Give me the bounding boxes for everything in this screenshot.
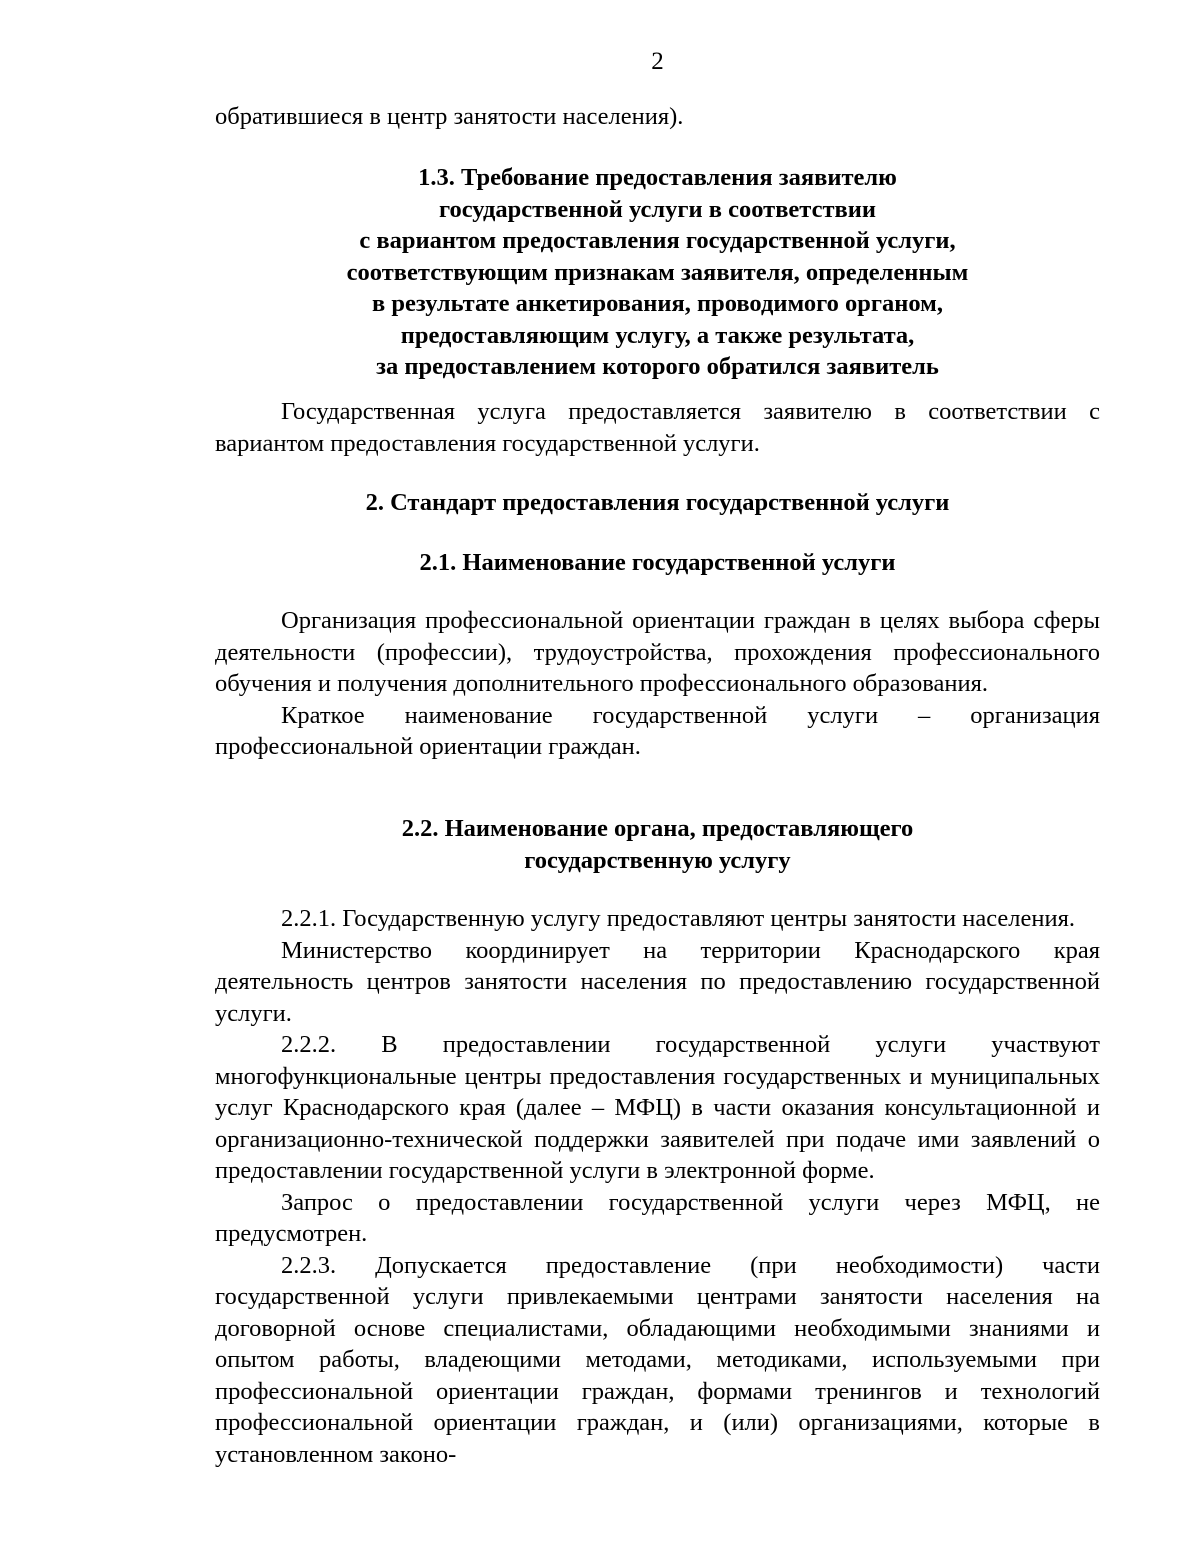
heading-1-3 bbox=[215, 162, 1100, 383]
heading-1-3-line: с вариантом предоставления государственной услуги, bbox=[359, 227, 956, 254]
paragraph: Организация профессиональной ориентации граждан в целях выбора сферы деятельности (профессии), трудоустройства, прохождения профессионального обучения и получения дополнительного профессионального образования. bbox=[215, 607, 1100, 697]
heading-2-1-title: 2.1. Наименование государственной услуги bbox=[419, 549, 896, 576]
heading-2-2-line: 2.2. Наименование органа, предоставляющего bbox=[401, 815, 914, 842]
heading-1-3-line: предоставляющим услугу, а также результата, bbox=[400, 321, 915, 349]
heading-2 bbox=[215, 487, 1100, 519]
paragraph: Министерство координирует на территории Краснодарского края деятельность центров занятости населения по предоставлению государственной услуги. bbox=[215, 936, 1100, 1027]
paragraph: 2.2.3. Допускается предоставление (при необходимости) части государственной услуги привлекаемыми центрами занятости населения на договорной основе специалистами, обладающими необходимыми знаниями и опытом работы, владеющими методами, методиками, используемыми при профессиональной ориентации граждан, формами тренингов и технологий профессиональной ориентации граждан, и (или) организациями, которые в установленном законо- bbox=[215, 1251, 1100, 1468]
continuation-line: обратившиеся в центр занятости населения). bbox=[215, 103, 684, 130]
paragraph: Краткое наименование государственной услуги – организация профессиональной ориентации граждан. bbox=[215, 701, 1100, 760]
paragraph: Запрос о предоставлении государственной услуги через МФЦ, не предусмотрен. bbox=[215, 1188, 1100, 1247]
heading-2-title: 2. Стандарт предоставления государственной услуги bbox=[365, 489, 950, 516]
heading-1-3-line: государственной услуги в соответствии bbox=[438, 195, 877, 223]
heading-1-3-line: 1.3. Требование предоставления заявителю bbox=[418, 164, 897, 191]
paragraph: Государственная услуга предоставляется заявителю в соответствии с вариантом предоставления государственной услуги. bbox=[215, 398, 1100, 457]
heading-2-1 bbox=[215, 547, 1100, 579]
paragraph: 2.2.2. В предоставлении государственной услуги участвуют многофункциональные центры предоставления государственных и муниципальных услуг Краснодарского края (далее – МФЦ) в части оказания консультационной и организационно-технической поддержки заявителей при подаче ими заявлений о предоставлении государственной услуги в электронной форме. bbox=[215, 1031, 1100, 1184]
heading-2-2 bbox=[215, 813, 1100, 876]
section-2-2-body bbox=[215, 903, 1100, 1470]
section-1-3-body bbox=[215, 396, 1100, 459]
paragraph: 2.2.1. Государственную услугу предоставляют центры занятости населения. bbox=[281, 905, 1076, 932]
heading-1-3-line: соответствующим признакам заявителя, определенным bbox=[346, 258, 969, 286]
heading-1-3-line: в результате анкетирования, проводимого органом, bbox=[372, 290, 943, 317]
continuation-text bbox=[215, 101, 1100, 133]
section-2-1-body bbox=[215, 605, 1100, 763]
page-number: 2 bbox=[651, 48, 664, 75]
heading-1-3-line: за предоставлением которого обратился заявитель bbox=[376, 353, 939, 380]
heading-2-2-line: государственную услугу bbox=[524, 846, 791, 874]
